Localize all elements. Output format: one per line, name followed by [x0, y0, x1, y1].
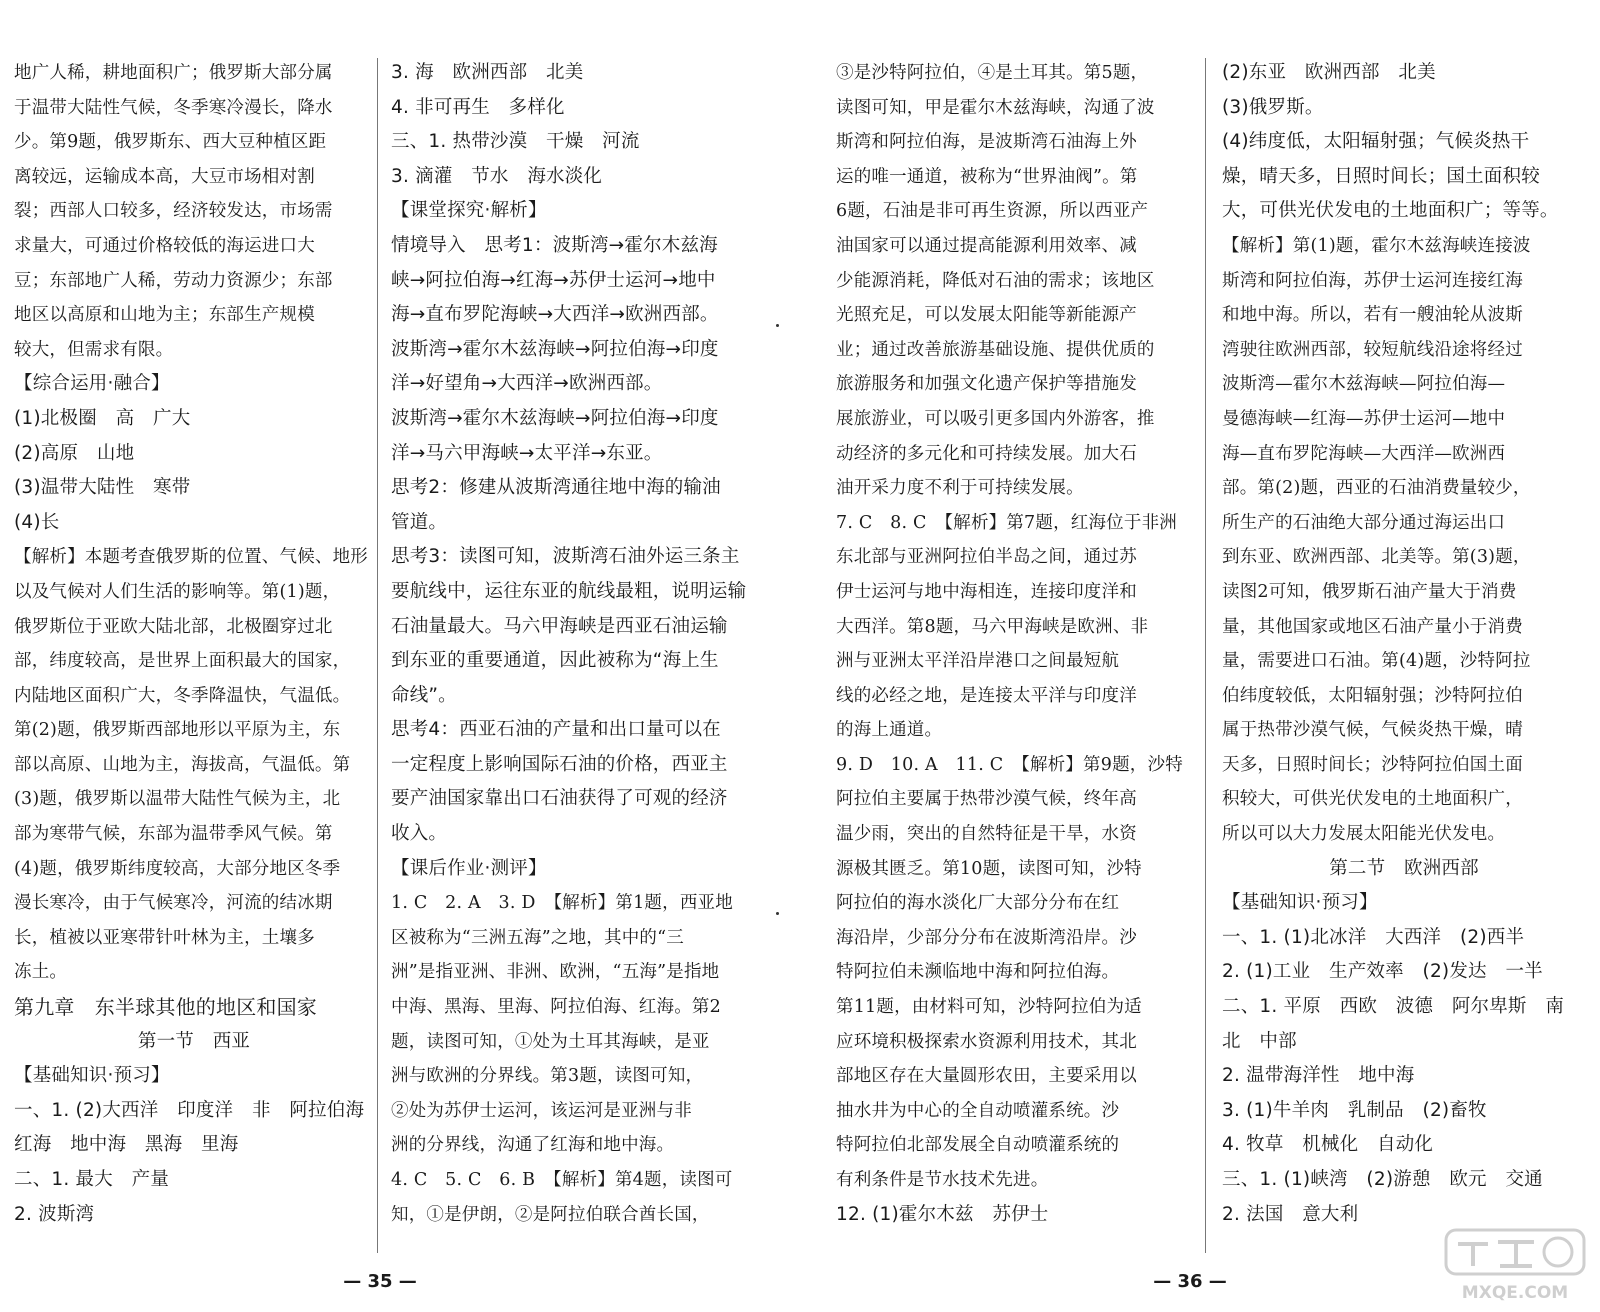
- text-line: 第11题，由材料可知，沙特阿拉伯为适: [836, 997, 1142, 1018]
- text-line: 以及气候对人们生活的影响等。第(1)题，: [14, 581, 341, 602]
- scan-speck: [776, 912, 779, 915]
- text-line: 海沿岸，少部分分布在波斯湾沿岸。沙: [836, 927, 1137, 948]
- column-divider: [1205, 58, 1206, 1253]
- text-line: 抽水井为中心的全自动喷灌系统。沙: [836, 1100, 1120, 1121]
- text-line: 读图可知，甲是霍尔木兹海峡，沟通了波: [836, 97, 1155, 118]
- text-line: 较大，但需求有限。: [14, 339, 174, 360]
- text-line: 于温带大陆性气候，冬季寒冷漫长，降水: [14, 97, 333, 118]
- answer-line: 二、1. 平原 西欧 波德 阿尔卑斯 南: [1222, 996, 1565, 1018]
- column-1: [14, 56, 374, 1232]
- answer-line: 2. 法国 意大利: [1222, 1203, 1359, 1225]
- text-line: 读图2可知，俄罗斯石油产量大于消费: [1222, 581, 1517, 602]
- text-line: 1. C 2. A 3. D 【解析】第1题，西亚地: [391, 893, 733, 914]
- text-line: 源极其匮乏。第10题，读图可知，沙特: [836, 858, 1142, 879]
- answer-line: (4)长: [14, 511, 60, 533]
- text-line: 俄罗斯位于亚欧大陆北部，北极圈穿过北: [14, 616, 333, 637]
- text-line: 湾驶往欧洲西部，较短航线沿途将经过: [1222, 339, 1523, 360]
- text-line: 斯湾和阿拉伯海，苏伊士运河连接红海: [1222, 270, 1523, 291]
- chapter-title: 第九章 东半球其他的地区和国家: [14, 995, 317, 1020]
- column-divider: [377, 58, 378, 1253]
- text-line: 裂；西部人口较多，经济较发达，市场需: [14, 201, 333, 222]
- text-line: 应环境积极探索水资源利用技术，其北: [836, 1031, 1137, 1052]
- section-heading: 【基础知识·预习】: [14, 1065, 170, 1087]
- answer-line: 2. (1)工业 生产效率 (2)发达 一半: [1222, 961, 1543, 983]
- text-line: 特阿拉伯未濒临地中海和阿拉伯海。: [836, 962, 1120, 983]
- section-heading: 【综合运用·融合】: [14, 373, 170, 395]
- page-number: — 36 —: [1153, 1271, 1227, 1292]
- text-line: 长，植被以亚寒带针叶林为主，土壤多: [14, 927, 315, 948]
- text-line: 运的唯一通道，被称为“世界油阀”。第: [836, 166, 1138, 187]
- text-line: 部以高原、山地为主，海拔高，气温低。第: [14, 754, 351, 775]
- text-line: 地广人稀，耕地面积广；俄罗斯大部分属: [14, 63, 333, 83]
- text-line: 【解析】第(1)题，霍尔木兹海峡连接波: [1222, 235, 1531, 256]
- answer-line: 一定程度上影响国际石油的价格，西亚主: [391, 753, 728, 775]
- text-line: 离较远，运输成本高，大豆市场相对割: [14, 166, 315, 187]
- text-line: 伊士运河与地中海相连，连接印度洋和: [836, 581, 1137, 602]
- answer-line: 三、1. (1)峡湾 (2)游憩 欧元 交通: [1222, 1169, 1543, 1190]
- text-line: 6题，石油是非可再生资源，所以西亚产: [836, 201, 1149, 222]
- text-line: 海—直布罗陀海峡—大西洋—欧洲西: [1222, 443, 1506, 464]
- text-line: 9. D 10. A 11. C 【解析】第9题，沙特: [836, 754, 1183, 775]
- text-line: 和地中海。所以，若有一艘油轮从波斯: [1222, 305, 1523, 326]
- text-line: 【解析】本题考查俄罗斯的位置、气候、地形: [14, 547, 368, 568]
- answer-line: 到东亚的重要通道，因此被称为“海上生: [391, 650, 719, 672]
- text-line: 洲”是指亚洲、非洲、欧洲，“五海”是指地: [391, 962, 720, 983]
- answer-line: 海→直布罗陀海峡→大西洋→欧洲西部。: [391, 304, 719, 326]
- page-right: [800, 0, 1600, 1312]
- answer-line: 北 中部: [1222, 1030, 1297, 1052]
- answer-line: 思考2：修建从波斯湾通往地中海的输油: [391, 477, 721, 499]
- section-heading: 【基础知识·预习】: [1222, 892, 1378, 914]
- answer-line: 二、1. 最大 产量: [14, 1169, 170, 1190]
- text-line: 少能源消耗，降低对石油的需求；该地区: [836, 270, 1155, 291]
- text-line: 东北部与亚洲阿拉伯半岛之间，通过苏: [836, 547, 1137, 568]
- column-4: [1222, 56, 1586, 1232]
- text-line: 曼德海峡—红海—苏伊士运河—地中: [1222, 408, 1506, 429]
- scan-speck: [776, 324, 779, 327]
- text-line: 知，①是伊朗，②是阿拉伯联合酋长国，: [391, 1204, 710, 1225]
- text-line: 业；通过改善旅游基础设施、提供优质的: [836, 339, 1155, 360]
- text-line: 部地区存在大量圆形农田，主要采用以: [836, 1066, 1137, 1087]
- text-line: 区被称为“三洲五海”之地，其中的“三: [391, 927, 684, 948]
- section-heading: 【课后作业·测评】: [391, 857, 547, 879]
- answer-line: 3. 海 欧洲西部 北美: [391, 62, 584, 83]
- answer-line: 3. (1)牛羊肉 乳制品 (2)畜牧: [1222, 1099, 1487, 1121]
- text-line: ③是沙特阿拉伯，④是土耳其。第5题，: [836, 63, 1149, 83]
- text-line: 部为寒带气候，东部为温带季风气候。第: [14, 824, 333, 845]
- answer-line: 情境导入 思考1：波斯湾→霍尔木兹海: [391, 234, 718, 256]
- text-line: 阿拉伯的海水淡化厂大部分分布在红: [836, 893, 1120, 914]
- answer-line: 峡→阿拉伯海→红海→苏伊士运河→地中: [391, 269, 716, 291]
- answer-line: 命线”。: [391, 684, 457, 706]
- text-line: 漫长寒冷，由于气候寒冷，河流的结冰期: [14, 893, 333, 914]
- text-line: 有利条件是节水技术先进。: [836, 1170, 1049, 1190]
- text-line: 内陆地区面积广大，冬季降温快，气温低。: [14, 685, 351, 706]
- text-line: 题，读图可知，①处为土耳其海峡，是亚: [391, 1031, 710, 1052]
- column-2: [391, 56, 753, 1232]
- text-line: 油国家可以通过提高能源利用效率、减: [836, 235, 1137, 256]
- answer-line: 洋→好望角→大西洋→欧洲西部。: [391, 373, 663, 395]
- text-line: 求量大，可通过价格较低的海运进口大: [14, 235, 315, 256]
- answer-line: 大，可供光伏发电的土地面积广；等等。: [1222, 200, 1559, 222]
- text-line: 展旅游业，可以吸引更多国内外游客，推: [836, 408, 1155, 429]
- answer-line: 石油量最大。马六甲海峡是西亚石油运输: [391, 615, 728, 637]
- answer-line: 2. 波斯湾: [14, 1203, 95, 1225]
- text-line: 部。第(2)题，西亚的石油消费量较少，: [1222, 478, 1531, 499]
- answer-line: 2. 温带海洋性 地中海: [1222, 1065, 1415, 1087]
- answer-line: 要航线中，运往东亚的航线最粗，说明运输: [391, 580, 747, 602]
- text-line: 斯湾和阿拉伯海，是波斯湾石油海上外: [836, 132, 1137, 153]
- text-line: 天多，日照时间长；沙特阿拉伯国土面: [1222, 754, 1523, 775]
- answer-line: 波斯湾→霍尔木兹海峡→阿拉伯海→印度: [391, 338, 719, 360]
- text-line: 特阿拉伯北部发展全自动喷灌系统的: [836, 1135, 1120, 1156]
- text-line: 旅游服务和加强文化遗产保护等措施发: [836, 374, 1137, 395]
- text-line: 线的必经之地，是连接太平洋与印度洋: [836, 685, 1137, 706]
- section-heading: 【课堂探究·解析】: [391, 200, 547, 222]
- answer-line: 燥，晴天多，日照时间长；国土面积较: [1222, 165, 1540, 187]
- answer-line: (4)纬度低，太阳辐射强；气候炎热干: [1222, 131, 1530, 153]
- answer-line: 12. (1)霍尔木兹 苏伊士: [836, 1203, 1049, 1225]
- section-title: 第一节 西亚: [137, 1030, 251, 1052]
- text-line: 地区以高原和山地为主；东部生产规模: [14, 305, 315, 326]
- answer-line: (2)东亚 欧洲西部 北美: [1222, 62, 1436, 83]
- text-line: 第(2)题，俄罗斯西部地形以平原为主，东: [14, 720, 341, 741]
- text-line: 积较大，可供光伏发电的土地面积广，: [1222, 789, 1523, 810]
- text-line: 洲与欧洲的分界线。第3题，读图可知，: [391, 1066, 704, 1087]
- text-line: 部，纬度较高，是世界上面积最大的国家，: [14, 651, 351, 672]
- answer-line: (3)俄罗斯。: [1222, 96, 1324, 118]
- text-line: 伯纬度较低，太阳辐射强；沙特阿拉伯: [1222, 685, 1523, 706]
- text-line: 油开采力度不利于可持续发展。: [836, 478, 1084, 499]
- answer-line: 思考4：西亚石油的产量和出口量可以在: [391, 719, 721, 741]
- text-line: 洲与亚洲太平洋沿岸港口之间最短航: [836, 651, 1120, 672]
- text-line: 量，需要进口石油。第(4)题，沙特阿拉: [1222, 651, 1531, 672]
- answer-line: 三、1. 热带沙漠 干燥 河流: [391, 131, 640, 153]
- text-line: 温少雨，突出的自然特征是干旱，水资: [836, 824, 1137, 845]
- text-line: 阿拉伯主要属于热带沙漠气候，终年高: [836, 789, 1137, 810]
- section-title: 第二节 欧洲西部: [1329, 857, 1479, 879]
- text-line: 洲的分界线，沟通了红海和地中海。: [391, 1135, 675, 1156]
- text-line: 波斯湾—霍尔木兹海峡—阿拉伯海—: [1222, 374, 1506, 395]
- text-line: 光照充足，可以发展太阳能等新能源产: [836, 305, 1137, 326]
- text-line: 少。第9题，俄罗斯东、西大豆种植区距: [14, 132, 327, 153]
- text-line: 冻土。: [14, 962, 68, 983]
- text-line: 属于热带沙漠气候，气候炎热干燥，晴: [1222, 720, 1523, 741]
- answer-line: 4. 非可再生 多样化: [391, 96, 565, 118]
- answer-line: 一、1. (1)北冰洋 大西洋 (2)西半: [1222, 926, 1525, 948]
- answer-line: 一、1. (2)大西洋 印度洋 非 阿拉伯海: [14, 1099, 365, 1121]
- answer-line: 管道。: [391, 511, 448, 533]
- answer-line: 3. 滴灌 节水 海水淡化: [391, 165, 603, 187]
- text-line: (4)题，俄罗斯纬度较高，大部分地区冬季: [14, 858, 341, 879]
- answer-line: 要产油国家靠出口石油获得了可观的经济: [391, 788, 728, 810]
- text-line: 到东亚、欧洲西部、北美等。第(3)题，: [1222, 547, 1531, 568]
- answer-line: (1)北极圈 高 广大: [14, 407, 191, 429]
- text-line: (3)题，俄罗斯以温带大陆性气候为主，北: [14, 789, 341, 810]
- answer-line: 思考3：读图可知，波斯湾石油外运三条主: [391, 546, 740, 568]
- answer-line: (3)温带大陆性 寒带: [14, 477, 191, 499]
- page-number: — 35 —: [343, 1271, 417, 1292]
- text-line: 的海上通道。: [836, 720, 943, 741]
- answer-line: 红海 地中海 黑海 里海: [14, 1134, 239, 1156]
- text-line: ②处为苏伊士运河，该运河是亚洲与非: [391, 1100, 692, 1121]
- answer-line: 洋→马六甲海峡→太平洋→东亚。: [391, 442, 663, 464]
- text-line: 豆；东部地广人稀，劳动力资源少；东部: [14, 270, 333, 291]
- text-line: 大西洋。第8题，马六甲海峡是欧洲、非: [836, 616, 1149, 637]
- answer-line: 收入。: [391, 823, 448, 845]
- text-line: 中海、黑海、里海、阿拉伯海、红海。第2: [391, 997, 721, 1018]
- answer-line: (2)高原 山地: [14, 442, 135, 464]
- column-3: [836, 56, 1184, 1232]
- text-line: 所生产的石油绝大部分通过海运出口: [1222, 512, 1506, 533]
- watermark-logo: [1440, 1226, 1590, 1306]
- text-line: 量，其他国家或地区石油产量小于消费: [1222, 616, 1523, 637]
- text-line: 4. C 5. C 6. B 【解析】第4题，读图可: [391, 1170, 733, 1190]
- text-line: 7. C 8. C 【解析】第7题，红海位于非洲: [836, 512, 1177, 533]
- answer-line: 波斯湾→霍尔木兹海峡→阿拉伯海→印度: [391, 407, 719, 429]
- text-line: 动经济的多元化和可持续发展。加大石: [836, 443, 1137, 464]
- svg-text:MXQE.COM: MXQE.COM: [1461, 1283, 1569, 1303]
- answer-line: 4. 牧草 机械化 自动化: [1222, 1134, 1434, 1156]
- text-line: 所以可以大力发展太阳能光伏发电。: [1222, 824, 1506, 845]
